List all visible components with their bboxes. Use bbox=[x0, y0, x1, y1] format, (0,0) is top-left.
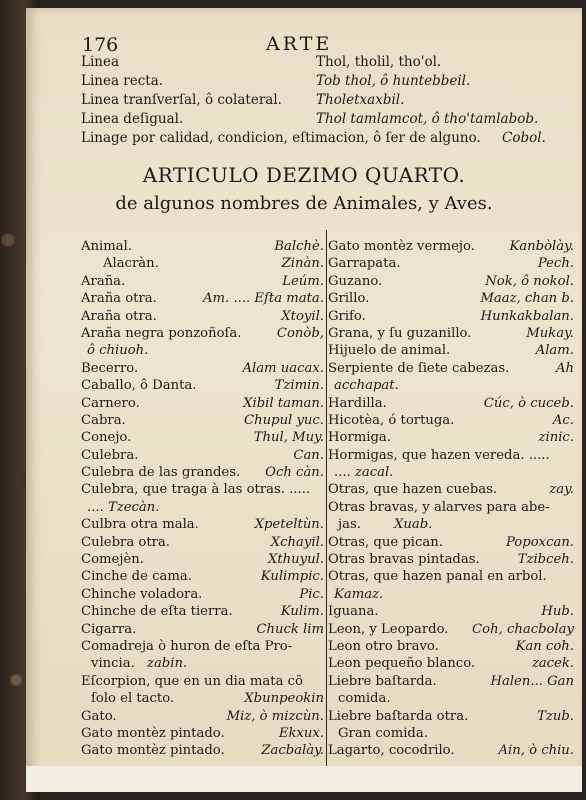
list-item bbox=[81, 255, 324, 272]
list-item bbox=[328, 412, 574, 429]
entry-term: Culebra de las grandes. bbox=[81, 465, 241, 481]
entry-term: Guzano. bbox=[328, 273, 383, 289]
entry-term: Hormiga. bbox=[328, 430, 391, 446]
entry-translation: .... zacal. bbox=[334, 465, 394, 481]
entry-translation: zacek. bbox=[531, 656, 574, 672]
list-item bbox=[81, 395, 324, 412]
entry-translation: Ain, ò chiu. bbox=[498, 743, 574, 759]
list-item bbox=[81, 412, 324, 429]
list-item bbox=[81, 273, 324, 290]
list-item bbox=[81, 290, 324, 307]
list-item bbox=[81, 742, 324, 759]
list-item bbox=[81, 360, 324, 377]
list-item bbox=[81, 325, 324, 342]
list-item bbox=[328, 655, 574, 672]
list-item bbox=[328, 273, 574, 290]
list-item bbox=[328, 429, 574, 446]
entry-term: Leon pequeño blanco. bbox=[328, 656, 476, 672]
entry-translation: Ekxux. bbox=[278, 725, 324, 741]
entry-term: Culebra, que traga à las otras. ..... bbox=[81, 482, 311, 498]
entry-translation: Hunkakbalan. bbox=[480, 308, 574, 324]
entry-term: Conejo. bbox=[81, 430, 132, 446]
entry-term: Alacràn. bbox=[103, 256, 159, 272]
list-item bbox=[328, 481, 574, 498]
list-item bbox=[81, 655, 324, 672]
entry-translation: Pic. bbox=[299, 586, 324, 602]
list-item bbox=[81, 708, 324, 725]
entry-term: Comadreja ò huron de eſta Pro- bbox=[81, 638, 293, 654]
list-item bbox=[328, 534, 574, 551]
entry-term: Leon, y Leopardo. bbox=[328, 621, 449, 637]
entry-translation: Maaz, chan b. bbox=[480, 291, 574, 307]
list-item bbox=[81, 342, 324, 359]
article-subtitle: de algunos nombres de Animales, y Aves. bbox=[115, 193, 493, 214]
entry-translation: Nok, ô nokol. bbox=[485, 273, 574, 289]
list-item bbox=[328, 690, 574, 707]
entry-term: Grifo. bbox=[328, 308, 366, 324]
entry-term: Otras, que hazen cuebas. bbox=[328, 482, 498, 498]
entry-term: Hardilla. bbox=[328, 395, 387, 411]
list-item bbox=[328, 308, 574, 325]
entry-translation: Am. .... Eſta mata. bbox=[203, 291, 324, 307]
entry-translation: Kulim. bbox=[280, 604, 324, 620]
list-item bbox=[328, 238, 574, 255]
entry-term: Gato montèz pintado. bbox=[81, 725, 225, 741]
entry-term: Hijuelo de animal. bbox=[328, 343, 451, 359]
entry-translation: Cúc, ò cuceb. bbox=[483, 395, 574, 411]
entry-translation: Pech. bbox=[537, 256, 574, 272]
running-head: ARTE bbox=[266, 33, 333, 55]
list-item bbox=[81, 499, 324, 516]
list-item bbox=[328, 325, 574, 342]
entry-term: Liebre baſtarda otra. bbox=[328, 708, 469, 724]
entry-translation: Xpeteltùn. bbox=[254, 517, 324, 533]
entry-translation: Alam. bbox=[535, 343, 574, 359]
entry-translation: Zacbalày. bbox=[261, 743, 324, 759]
entry-continuation: jas. bbox=[338, 517, 361, 533]
entry-translation: Thul, Muy. bbox=[253, 430, 324, 446]
entry-translation: .... Tzecàn. bbox=[87, 499, 160, 515]
entry-linage-translation: Cobol. bbox=[502, 130, 546, 146]
entry-term: Grillo. bbox=[328, 291, 370, 307]
list-item bbox=[81, 551, 324, 568]
entry-term: Chinche voladora. bbox=[81, 586, 203, 602]
list-item bbox=[81, 377, 324, 394]
entry-term: Culebra. bbox=[81, 447, 139, 463]
list-item bbox=[81, 481, 324, 498]
right-column bbox=[328, 238, 574, 760]
entry-translation: Ac. bbox=[552, 412, 574, 428]
entry-translation: Xibil taman. bbox=[243, 395, 324, 411]
entry-term: Araña otra. bbox=[81, 291, 157, 307]
entry-translation: Coh, chacbolay bbox=[472, 621, 574, 637]
entry-translation: Ah bbox=[555, 360, 574, 376]
list-item bbox=[328, 290, 574, 307]
entry-term: Hormigas, que hazen vereda. ..... bbox=[328, 447, 550, 463]
entry-term: Gato montèz pintado. bbox=[81, 743, 225, 759]
entry-linea: Linea bbox=[81, 54, 120, 70]
entry-linea-transversal-translation: Tholetxaxbil. bbox=[316, 92, 405, 108]
entry-term: Comejèn. bbox=[81, 552, 144, 568]
entry-term: Otras, que pican. bbox=[328, 534, 443, 550]
entry-translation: Kamaz. bbox=[334, 586, 384, 602]
entry-term: Otras, que hazen panal en arbol. bbox=[328, 569, 547, 585]
entry-translation: ô chiuoh. bbox=[87, 343, 149, 359]
entry-translation: Hub. bbox=[541, 604, 574, 620]
list-item bbox=[81, 673, 324, 690]
entry-term: Otras bravas, y alarves para abe- bbox=[328, 499, 550, 515]
entry-continuation: Gran comida. bbox=[338, 725, 428, 741]
page-number: 176 bbox=[82, 34, 119, 56]
list-item bbox=[328, 464, 574, 481]
entry-translation: Popoxcan. bbox=[505, 534, 574, 550]
entry-linea-recta-translation: Tob thol, ô huntebbeil. bbox=[316, 73, 471, 89]
entry-term: Carnero. bbox=[81, 395, 140, 411]
list-item bbox=[81, 586, 324, 603]
list-item bbox=[328, 603, 574, 620]
list-item bbox=[81, 638, 324, 655]
entry-term: Gato. bbox=[81, 708, 117, 724]
entry-term: Hicotèa, ó tortuga. bbox=[328, 412, 455, 428]
list-item bbox=[81, 516, 324, 533]
entry-term: Cabra. bbox=[81, 412, 126, 428]
entry-translation: Can. bbox=[293, 447, 324, 463]
list-item bbox=[328, 742, 574, 759]
entry-continuation: ſolo el tacto. bbox=[91, 691, 175, 707]
entry-term: Serpiente de ſiete cabezas. bbox=[328, 360, 510, 376]
entry-term: Caballo, ô Danta. bbox=[81, 378, 197, 394]
list-item bbox=[81, 568, 324, 585]
entry-translation: acchapat. bbox=[334, 378, 399, 394]
entry-term: Cinche de cama. bbox=[81, 569, 192, 585]
left-column bbox=[81, 238, 324, 760]
list-item bbox=[81, 308, 324, 325]
entry-translation: Och càn. bbox=[265, 465, 324, 481]
list-item bbox=[328, 360, 574, 377]
entry-term: Araña otra. bbox=[81, 308, 157, 324]
list-item bbox=[328, 725, 574, 742]
entry-linea-transversal: Linea tranſverſal, ô colateral. bbox=[81, 92, 282, 108]
entry-translation: Xchayil. bbox=[270, 534, 324, 550]
entry-translation: Zinàn. bbox=[281, 256, 324, 272]
entry-translation: Mukay. bbox=[526, 325, 574, 341]
entry-translation: Xtoyil. bbox=[281, 308, 324, 324]
entry-term: Gato montèz vermejo. bbox=[328, 239, 475, 254]
entry-term: Araña. bbox=[81, 273, 126, 289]
entry-translation: Leúm. bbox=[282, 273, 324, 289]
entry-translation: Balchè. bbox=[274, 239, 324, 254]
list-item bbox=[328, 586, 574, 603]
page-bottom-edge bbox=[26, 766, 582, 792]
entry-continuation: comida. bbox=[338, 691, 391, 707]
entry-translation: zay. bbox=[549, 482, 574, 498]
entry-translation: Kan coh. bbox=[515, 638, 574, 654]
entry-term: Cigarra. bbox=[81, 621, 137, 637]
entry-term: Grana, y ſu guzanillo. bbox=[328, 325, 472, 341]
book-page bbox=[26, 8, 582, 792]
list-item bbox=[81, 464, 324, 481]
entry-linea-desigual: Linea deſigual. bbox=[81, 111, 184, 127]
entry-term: Garrapata. bbox=[328, 256, 401, 272]
entry-term: Otras bravas pintadas. bbox=[328, 552, 480, 568]
entry-term: Araña negra ponzoñoſa. bbox=[81, 325, 242, 341]
entry-term: Culebra otra. bbox=[81, 534, 171, 550]
entry-translation: Xthuyul. bbox=[267, 552, 324, 568]
entry-linea-recta: Linea recta. bbox=[81, 73, 164, 89]
entry-translation: Tzibceh. bbox=[517, 552, 574, 568]
list-item bbox=[328, 499, 574, 516]
entry-linea-translation: Thol, tholil, tho'ol. bbox=[316, 54, 442, 70]
entry-translation: Alam uacax. bbox=[242, 360, 324, 376]
list-item bbox=[328, 638, 574, 655]
entry-term: Leon otro bravo. bbox=[328, 638, 439, 654]
entry-translation: Chuck lim bbox=[256, 621, 324, 637]
entry-translation: Conòb, bbox=[276, 325, 324, 341]
list-item bbox=[328, 447, 574, 464]
list-item bbox=[328, 395, 574, 412]
entry-term: Chinche de eſta tierra. bbox=[81, 604, 233, 620]
list-item bbox=[81, 603, 324, 620]
list-item bbox=[328, 551, 574, 568]
entry-translation: zinic. bbox=[538, 430, 574, 446]
entry-translation: Halen... Gan bbox=[490, 673, 574, 689]
article-title: ARTICULO DEZIMO QUARTO. bbox=[142, 163, 466, 187]
entry-translation: Tzimin. bbox=[274, 378, 324, 394]
entry-continuation: vincia. bbox=[91, 656, 135, 672]
list-item bbox=[81, 447, 324, 464]
entry-term: Liebre baſtarda. bbox=[328, 673, 437, 689]
entry-translation: Miz, ò mizcùn. bbox=[226, 708, 324, 724]
list-item bbox=[81, 534, 324, 551]
entry-translation: Xuab. bbox=[394, 517, 433, 533]
list-item bbox=[81, 725, 324, 742]
list-item bbox=[81, 429, 324, 446]
list-item bbox=[81, 621, 324, 638]
entry-term: Becerro. bbox=[81, 360, 139, 376]
entry-linea-desigual-translation: Thol tamlamcot, ô tho'tamlabob. bbox=[316, 111, 539, 127]
list-item bbox=[328, 673, 574, 690]
entry-linage: Linage por calidad, condicion, eſtimacion, ô ſer de alguno. bbox=[81, 130, 481, 146]
entry-term: Iguana. bbox=[328, 604, 379, 620]
entry-translation: Xbunpeokin bbox=[244, 691, 324, 707]
list-item bbox=[328, 621, 574, 638]
entry-translation: Kulimpic. bbox=[260, 569, 324, 585]
entry-translation: Chupul yuc. bbox=[244, 412, 324, 428]
column-divider bbox=[326, 230, 327, 766]
list-item bbox=[328, 708, 574, 725]
list-item bbox=[81, 238, 324, 255]
list-item bbox=[328, 342, 574, 359]
entry-term: Lagarto, cocodrilo. bbox=[328, 743, 455, 759]
entry-translation: Kanbòlày. bbox=[509, 239, 574, 254]
entry-translation: Tzub. bbox=[537, 708, 574, 724]
entry-term: Animal. bbox=[81, 239, 133, 254]
list-item bbox=[328, 516, 574, 533]
list-item bbox=[328, 255, 574, 272]
entry-term: Culbra otra mala. bbox=[81, 517, 199, 533]
list-item bbox=[328, 377, 574, 394]
entry-term: Eſcorpion, que en un dia mata cõ bbox=[81, 673, 303, 689]
list-item bbox=[328, 568, 574, 585]
list-item bbox=[81, 690, 324, 707]
entry-translation: zabin. bbox=[147, 656, 188, 672]
